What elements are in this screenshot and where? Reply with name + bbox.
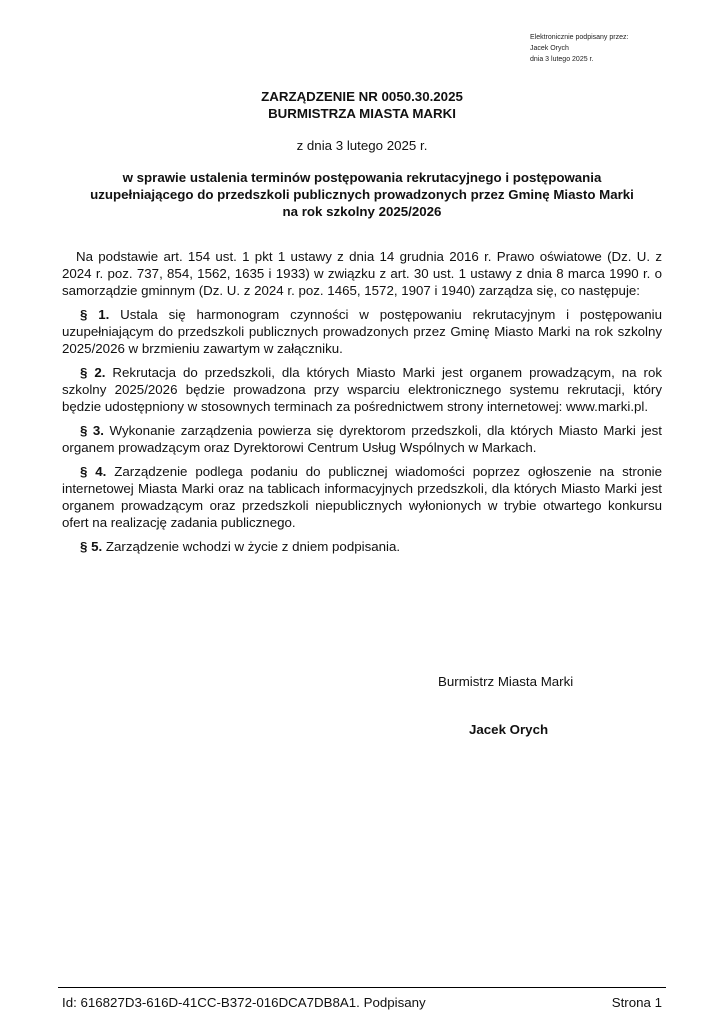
section-1-number: § 1. (80, 307, 110, 322)
section-5-number: § 5. (80, 539, 103, 554)
section-2-text: Rekrutacja do przedszkoli, dla których Miasto Marki jest organem prowadzącym, na rok szkolny 2025/2026 będzie prowadzona przy wsparciu elektronicznego systemu rekrutacji, który będzie udostępniony w stosownych terminach za pośrednictwem strony internetowej: www.marki.pl. (62, 365, 662, 414)
section-1 (62, 306, 662, 357)
section-1-text: Ustala się harmonogram czynności w postępowaniu rekrutacyjnym i postępowaniu uzupełniającym do przedszkoli publicznych prowadzonych przez Gminę Miasto Marki na rok szkolny 2025/2026 w brzmieniu zawartym w załączniku. (62, 307, 662, 356)
section-3-number: § 3. (80, 423, 105, 438)
signer-office: Burmistrz Miasta Marki (438, 674, 574, 689)
electronic-signature-note (530, 32, 628, 65)
document-body (62, 248, 662, 562)
section-4 (62, 463, 662, 531)
document-subject (0, 169, 724, 220)
subject-line-3: na rok szkolny 2025/2026 (282, 204, 442, 219)
section-3-text: Wykonanie zarządzenia powierza się dyrektorom przedszkoli, dla których Miasto Marki jest organem prowadzącym oraz Dyrektorowi Centrum Usług Wspólnych w Markach. (62, 423, 662, 455)
section-2-number: § 2. (80, 365, 106, 380)
preamble: Na podstawie art. 154 ust. 1 pkt 1 ustawy z dnia 14 grudnia 2016 r. Prawo oświatowe (Dz. U. z 2024 r. poz. 737, 854, 1562, 1635 i 1933) w związku z art. 30 ust. 1 ustawy z dnia 8 marca 1990 r. o samorządzie gminnym (Dz. U. z 2024 r. poz. 1465, 1572, 1907 i 1940) zarządza się, co następuje: (62, 249, 662, 298)
esig-line-1: Elektronicznie podpisany przez: (530, 34, 629, 41)
section-4-number: § 4. (80, 464, 107, 479)
document-title (0, 88, 724, 122)
footer-document-id: Id: 616827D3-616D-41CC-B372-016DCA7DB8A1. Podpisany (62, 995, 426, 1010)
section-5 (62, 538, 662, 555)
signer-name: Jacek Orych (469, 722, 549, 737)
section-2 (62, 364, 662, 415)
title-line-1: ZARZĄDZENIE NR 0050.30.2025 (261, 89, 463, 104)
document-date: z dnia 3 lutego 2025 r. (296, 138, 428, 153)
esig-line-2: Jacek Orych (530, 45, 569, 52)
footer-divider (58, 987, 666, 988)
section-5-text: Zarządzenie wchodzi w życie z dniem podpisania. (105, 539, 401, 554)
section-3 (62, 422, 662, 456)
title-line-2: BURMISTRZA MIASTA MARKI (268, 106, 456, 121)
subject-line-1: w sprawie ustalenia terminów postępowania rekrutacyjnego i postępowania (122, 170, 602, 185)
footer-page-number: Strona 1 (611, 995, 662, 1010)
subject-line-2: uzupełniającego do przedszkoli publicznych prowadzonych przez Gminę Miasto Marki (90, 187, 634, 202)
esig-line-3: dnia 3 lutego 2025 r. (530, 56, 594, 63)
section-4-text: Zarządzenie podlega podaniu do publicznej wiadomości poprzez ogłoszenie na stronie internetowej Miasta Marki oraz na tablicach informacyjnych przedszkoli, dla których Miasto Marki jest organem prowadzącym oraz przedszkoli niepublicznych wyłonionych w trybie otwartego konkursu ofert na realizację zadania publicznego. (62, 464, 662, 530)
